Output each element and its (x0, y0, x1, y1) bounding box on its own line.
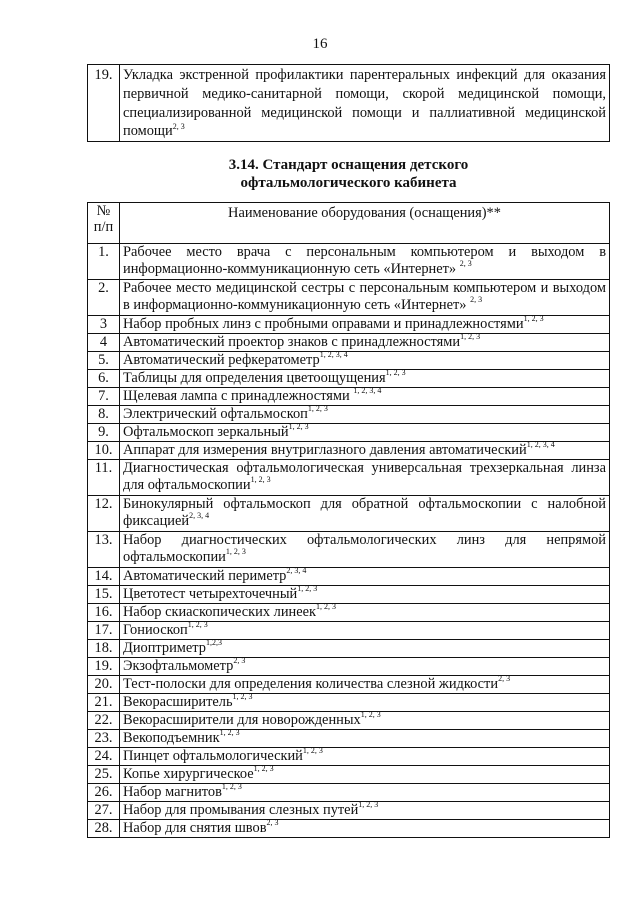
row-text (120, 676, 610, 694)
row-text (120, 496, 610, 532)
footnote-ref: 2, 3 (470, 295, 483, 305)
row-text (120, 532, 610, 568)
table-row (88, 694, 610, 712)
equipment-name: Набор пробных линз с пробными оправами и принадлежностями (123, 316, 524, 332)
table-row (88, 406, 610, 424)
section-title-line2: офтальмологического кабинета (240, 175, 457, 191)
equipment-name: Рабочее место медицинской сестры с персональным компьютером и выходом в информационно-коммуникационную сеть «Интернет» (123, 280, 606, 313)
row-number: 25. (88, 766, 120, 784)
row-text (120, 244, 610, 280)
row-number: 14. (88, 568, 120, 586)
footnote-ref: 1, 2, 3 (302, 746, 323, 756)
table-row (88, 586, 610, 604)
row-text (120, 388, 610, 406)
equipment-name: Автоматический проектор знаков с принадлежностями (123, 334, 461, 350)
row-number: 13. (88, 532, 120, 568)
row-text (120, 766, 610, 784)
equipment-name: Диагностическая офтальмологическая универсальная трехзеркальная линза для офтальмоскопии (123, 460, 606, 493)
footnote-ref: 2, 3 (172, 121, 185, 131)
row-text (120, 640, 610, 658)
footnote-ref: 1, 2, 3 (225, 547, 246, 557)
equipment-name: Гониоскоп (123, 622, 188, 638)
row-text (120, 748, 610, 766)
footnote-ref: 1, 2, 3 (288, 422, 309, 432)
table-row (88, 65, 610, 142)
row-number: 3 (88, 316, 120, 334)
row-number: 11. (88, 460, 120, 496)
footnote-ref: 1, 2, 3 (360, 710, 381, 720)
table-row (88, 388, 610, 406)
footnote-ref: 1, 2, 3 (307, 404, 328, 414)
equipment-name: Копье хирургическое (123, 766, 254, 782)
table-row (88, 802, 610, 820)
table-header-row (88, 203, 610, 244)
row-text (120, 586, 610, 604)
row-text (120, 802, 610, 820)
row-number: 20. (88, 676, 120, 694)
footnote-ref: 2, 3, 4 (286, 566, 307, 576)
table-row (88, 244, 610, 280)
row-number: 19. (88, 658, 120, 676)
equipment-name: Автоматический периметр (123, 568, 287, 584)
table-row (88, 532, 610, 568)
row-text (120, 694, 610, 712)
equipment-name: Набор диагностических офтальмологических линз для непрямой офтальмоскопии (123, 532, 606, 565)
row-number: 12. (88, 496, 120, 532)
row-number: 21. (88, 694, 120, 712)
footnote-ref: 1, 2, 3 (460, 332, 481, 342)
equipment-name: Цветотест четырехточечный (123, 586, 298, 602)
table-row (88, 622, 610, 640)
row-text (120, 442, 610, 460)
footnote-ref: 1, 2, 3 (219, 728, 240, 738)
row-text (120, 460, 610, 496)
table-row (88, 730, 610, 748)
equipment-name: Пинцет офтальмологический (123, 748, 303, 764)
row-text (120, 622, 610, 640)
table-row (88, 604, 610, 622)
table-row (88, 748, 610, 766)
row-text (120, 784, 610, 802)
footnote-ref: 1, 2, 3 (250, 475, 271, 485)
equipment-name: Набор для промывания слезных путей (123, 802, 359, 818)
table-row (88, 370, 610, 388)
row-number: 22. (88, 712, 120, 730)
section-title-line1: 3.14. Стандарт оснащения детского (228, 157, 469, 173)
row-number: 24. (88, 748, 120, 766)
footnote-ref: 1, 2, 3 (187, 620, 208, 630)
row-number: 26. (88, 784, 120, 802)
footnote-ref: 1, 2, 3 (385, 368, 406, 378)
row-number: 2. (88, 280, 120, 316)
row-text (120, 316, 610, 334)
footnote-ref: 1, 2, 3 (316, 602, 337, 612)
row-text (120, 352, 610, 370)
row-text (120, 604, 610, 622)
equipment-table (87, 202, 610, 838)
row-text (120, 568, 610, 586)
footnote-ref: 2, 3 (459, 259, 472, 269)
table-row (88, 676, 610, 694)
row-number: 5. (88, 352, 120, 370)
row-text-content: Укладка экстренной профилактики парентеральных инфекций для оказания первичной медико-санитарной помощи, скорой медицинской помощи, специализированной медицинской помощи и паллиативной медицинской помощи (123, 67, 606, 140)
page-number: 16 (312, 36, 328, 52)
equipment-name: Таблицы для определения цветоощущения (123, 370, 386, 386)
equipment-name: Векоподъемник (123, 730, 220, 746)
footnote-ref: 1, 2, 3 (221, 782, 242, 792)
table-row (88, 712, 610, 730)
row-number: 8. (88, 406, 120, 424)
row-number: 23. (88, 730, 120, 748)
row-number: 9. (88, 424, 120, 442)
row-number: 6. (88, 370, 120, 388)
footnote-ref: 1, 2, 3, 4 (526, 440, 555, 450)
footnote-ref: 1, 2, 3 (297, 584, 318, 594)
footnote-ref: 1, 2, 3 (358, 800, 379, 810)
equipment-name: Электрический офтальмоскоп (123, 406, 308, 422)
equipment-name: Векорасширитель (123, 694, 233, 710)
footnote-ref: 2, 3 (266, 818, 279, 828)
equipment-name: Экзофтальмометр (123, 658, 234, 674)
equipment-name: Векорасширители для новорожденных (123, 712, 361, 728)
equipment-name: Диоптриметр (123, 640, 206, 656)
row-number: 1. (88, 244, 120, 280)
table-row (88, 316, 610, 334)
equipment-name: Бинокулярный офтальмоскоп для обратной офтальмоскопии с налобной фиксацией (123, 496, 606, 529)
footnote-ref: 2, 3, 4 (189, 511, 210, 521)
row-text (120, 334, 610, 352)
table-row (88, 424, 610, 442)
row-number: 19. (88, 65, 120, 142)
row-text (120, 730, 610, 748)
section-title (87, 156, 610, 192)
table-row (88, 766, 610, 784)
equipment-name: Тест-полоски для определения количества слезной жидкости (123, 676, 499, 692)
table-row (88, 658, 610, 676)
row-text (120, 820, 610, 838)
row-number: 15. (88, 586, 120, 604)
equipment-name: Офтальмоскоп зеркальный (123, 424, 289, 440)
equipment-name: Автоматический рефкератометр (123, 352, 320, 368)
equipment-name: Набор для снятия швов (123, 820, 267, 836)
row-number: 28. (88, 820, 120, 838)
row-number: 27. (88, 802, 120, 820)
footnote-ref: 1, 2, 3 (232, 692, 253, 702)
row-number: 7. (88, 388, 120, 406)
row-number: 18. (88, 640, 120, 658)
row-text (120, 280, 610, 316)
table-row (88, 280, 610, 316)
row-text (120, 370, 610, 388)
equipment-name: Рабочее место врача с персональным компьютером и выходом в информационно-коммуникационную сеть «Интернет» (123, 244, 606, 277)
table-row (88, 568, 610, 586)
row-text (120, 712, 610, 730)
table-row (88, 334, 610, 352)
footnote-ref: 1, 2, 3 (253, 764, 274, 774)
row-text (120, 424, 610, 442)
footnote-ref: 2, 3 (498, 674, 511, 684)
equipment-name: Набор магнитов (123, 784, 222, 800)
equipment-name: Аппарат для измерения внутриглазного давления автоматический (123, 442, 527, 458)
table-row (88, 820, 610, 838)
footnote-ref: 1, 2, 3, 4 (353, 386, 382, 396)
previous-table-continuation (87, 64, 610, 142)
header-name: Наименование оборудования (оснащения)** (120, 203, 610, 244)
row-number: 16. (88, 604, 120, 622)
header-number-line1: № (96, 203, 111, 219)
table-row (88, 496, 610, 532)
row-number: 4 (88, 334, 120, 352)
equipment-name: Набор скиаскопических линеек (123, 604, 317, 620)
row-number: 10. (88, 442, 120, 460)
equipment-name: Щелевая лампа с принадлежностями (123, 388, 354, 404)
footnote-ref: 1, 2, 3 (523, 314, 544, 324)
row-text (120, 658, 610, 676)
row-text (120, 406, 610, 424)
footnote-ref: 2, 3 (233, 656, 246, 666)
header-number-line2: п/п (93, 219, 114, 235)
table-row (88, 442, 610, 460)
footnote-ref: 1,2,3 (205, 638, 222, 648)
table-row (88, 460, 610, 496)
table-row (88, 640, 610, 658)
row-number: 17. (88, 622, 120, 640)
row-text (120, 65, 610, 142)
header-number (88, 203, 120, 244)
footnote-ref: 1, 2, 3, 4 (319, 350, 348, 360)
table-row (88, 784, 610, 802)
table-row (88, 352, 610, 370)
